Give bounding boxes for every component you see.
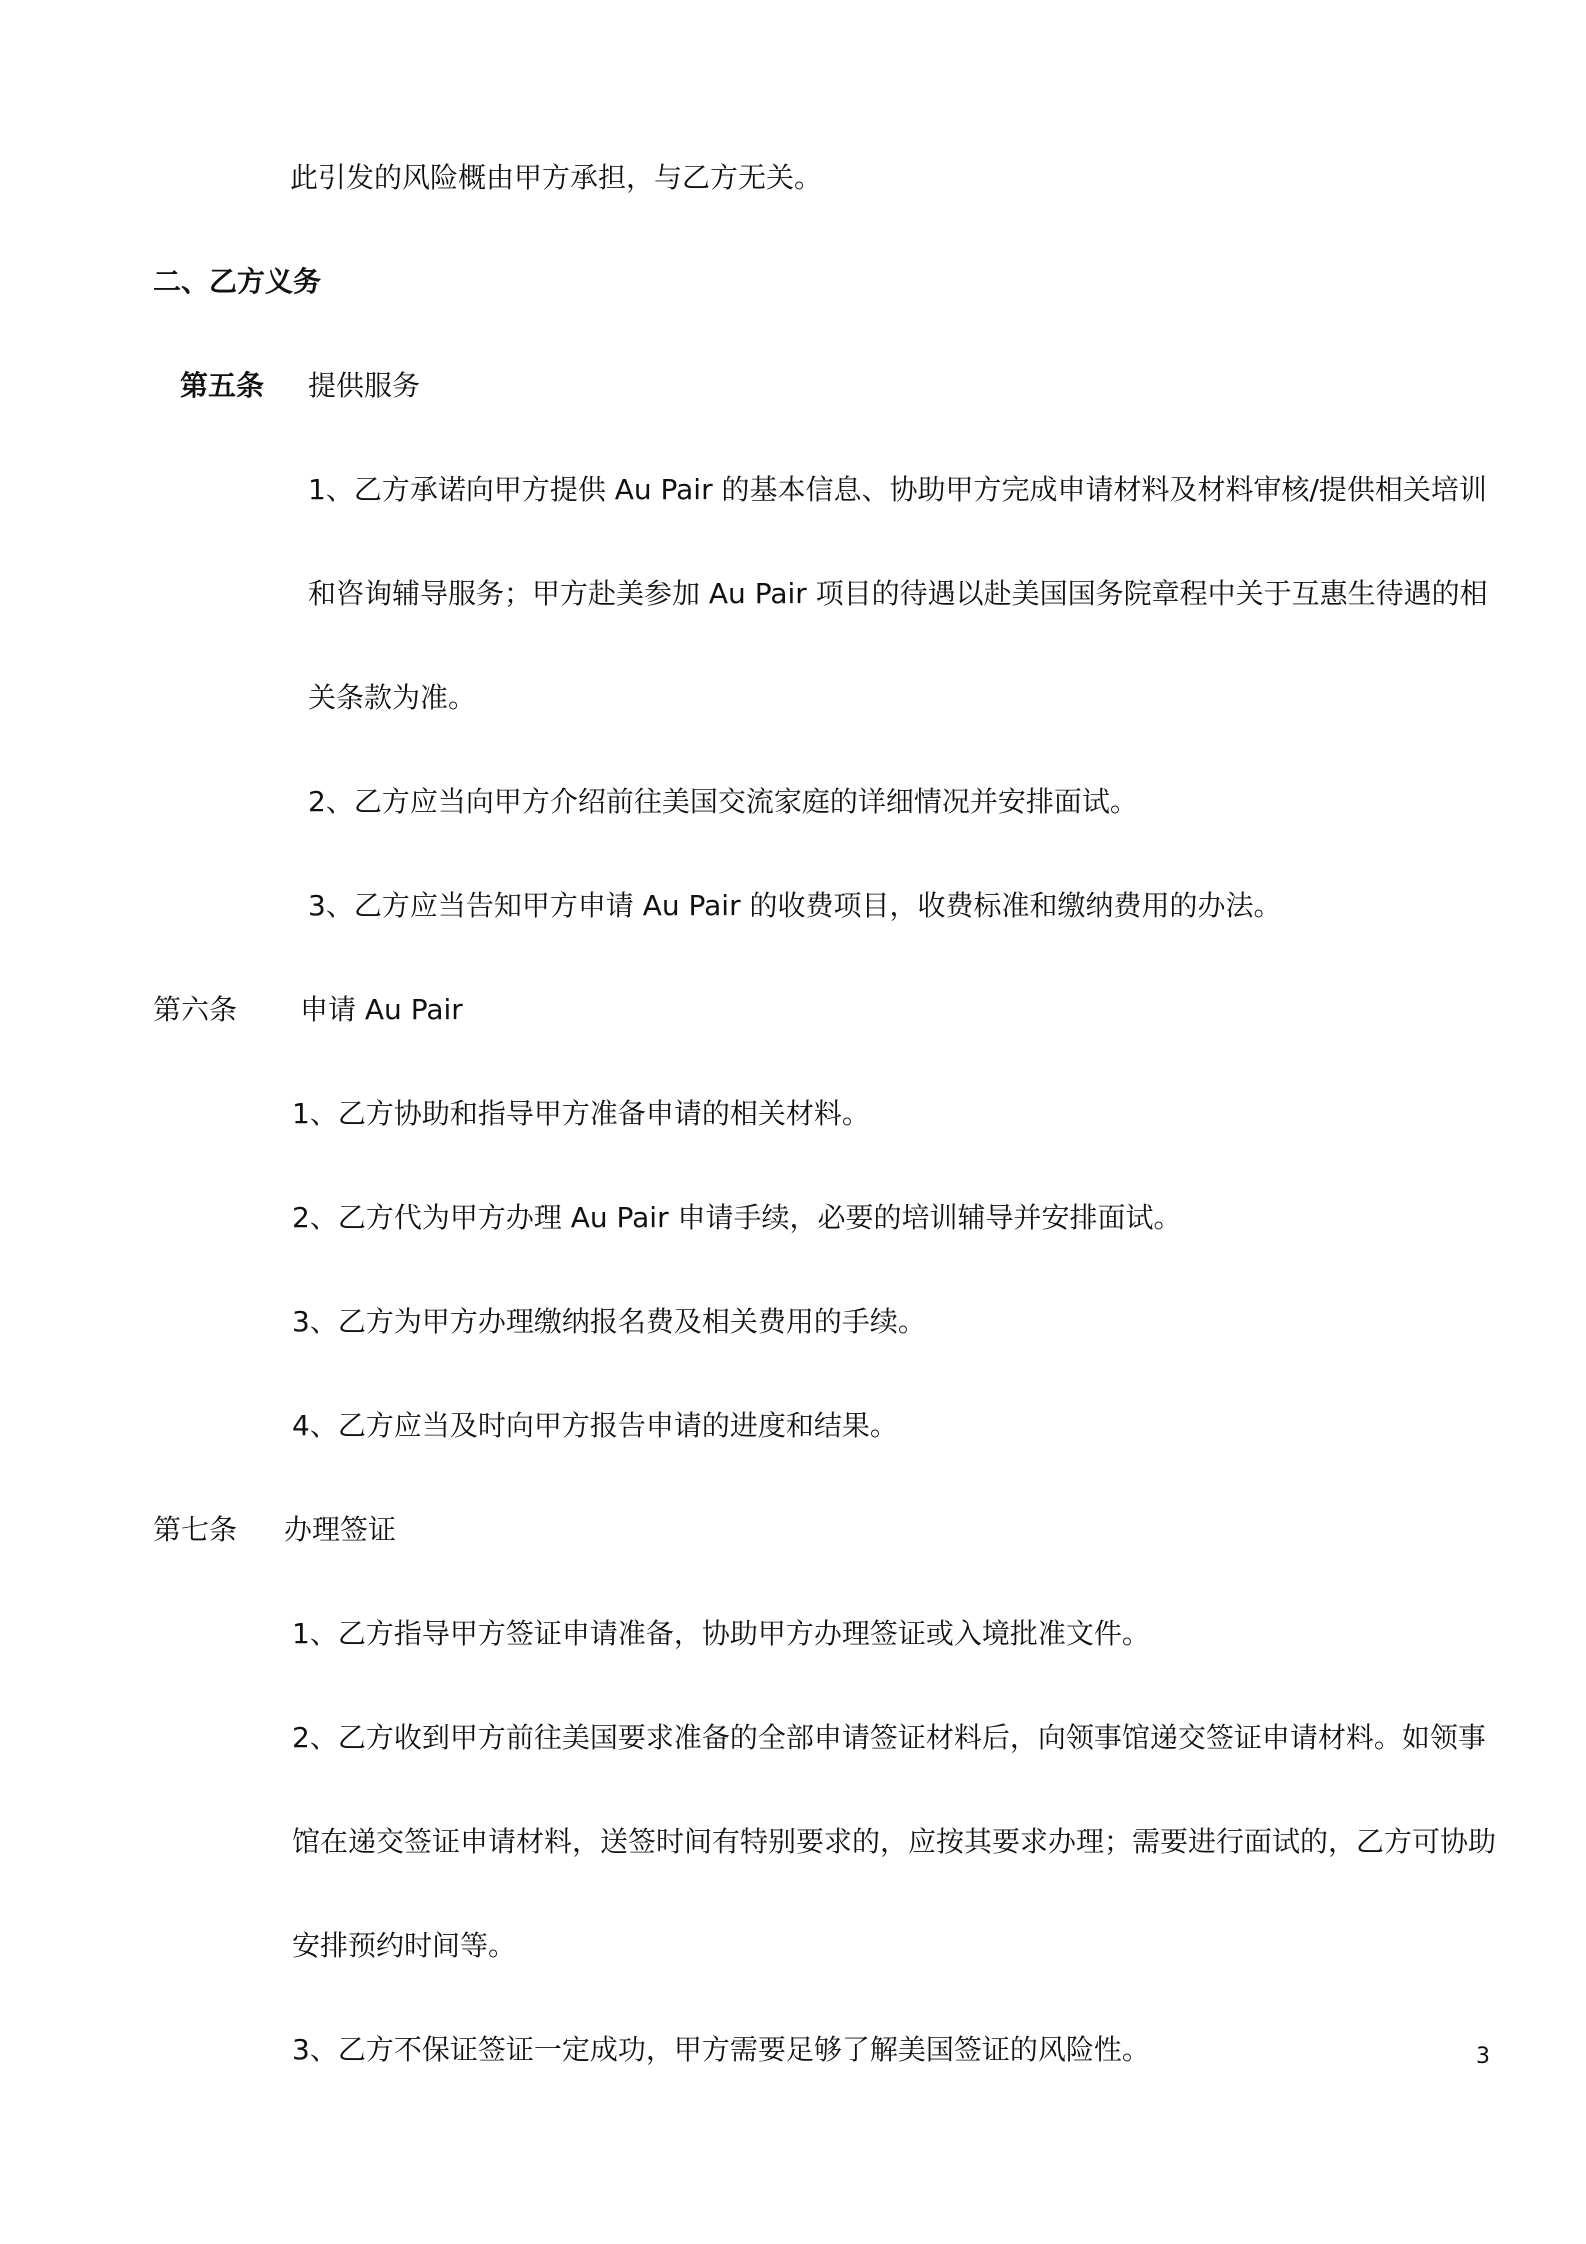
section-heading: 二、乙方义务 [153, 265, 322, 298]
article-5-item: 2、乙方应当向甲方介绍前往美国交流家庭的详细情况并安排面试。 [308, 785, 1138, 818]
article-6-title: 申请 Au Pair [300, 993, 463, 1026]
article-6-number: 第六条 [153, 993, 238, 1026]
article-7-item: 1、乙方指导甲方签证申请准备，协助甲方办理签证或入境批准文件。 [292, 1617, 1150, 1650]
article-7-item: 安排预约时间等。 [292, 1929, 517, 1962]
article-7-item: 2、乙方收到甲方前往美国要求准备的全部申请签证材料后，向领事馆递交签证申请材料。如领事 [292, 1721, 1486, 1754]
article-7-item: 3、乙方不保证签证一定成功，甲方需要足够了解美国签证的风险性。 [292, 2033, 1150, 2066]
article-5-title: 提供服务 [308, 369, 421, 402]
article-5-item: 和咨询辅导服务；甲方赴美参加 Au Pair 项目的待遇以赴美国国务院章程中关于互惠生待遇的相 [308, 577, 1488, 610]
article-5-item: 3、乙方应当告知甲方申请 Au Pair 的收费项目，收费标准和缴纳费用的办法。 [308, 889, 1282, 922]
article-6-item: 4、乙方应当及时向甲方报告申请的进度和结果。 [292, 1409, 898, 1442]
page-number: 3 [1476, 2044, 1490, 2069]
article-5-number: 第五条 [180, 369, 265, 402]
article-5-item: 1、乙方承诺向甲方提供 Au Pair 的基本信息、协助甲方完成申请材料及材料审核/提供相关培训 [308, 473, 1487, 506]
article-6-item: 3、乙方为甲方办理缴纳报名费及相关费用的手续。 [292, 1305, 926, 1338]
article-6-item: 1、乙方协助和指导甲方准备申请的相关材料。 [292, 1097, 870, 1130]
article-6-item: 2、乙方代为甲方办理 Au Pair 申请手续，必要的培训辅导并安排面试。 [292, 1201, 1182, 1234]
article-7-number: 第七条 [153, 1513, 238, 1546]
article-7-item: 馆在递交签证申请材料，送签时间有特别要求的，应按其要求办理；需要进行面试的，乙方可协助 [292, 1825, 1497, 1858]
article-7-title: 办理签证 [284, 1513, 397, 1546]
article-5-item: 关条款为准。 [308, 681, 477, 714]
continuation-text: 此引发的风险概由甲方承担，与乙方无关。 [290, 161, 823, 194]
